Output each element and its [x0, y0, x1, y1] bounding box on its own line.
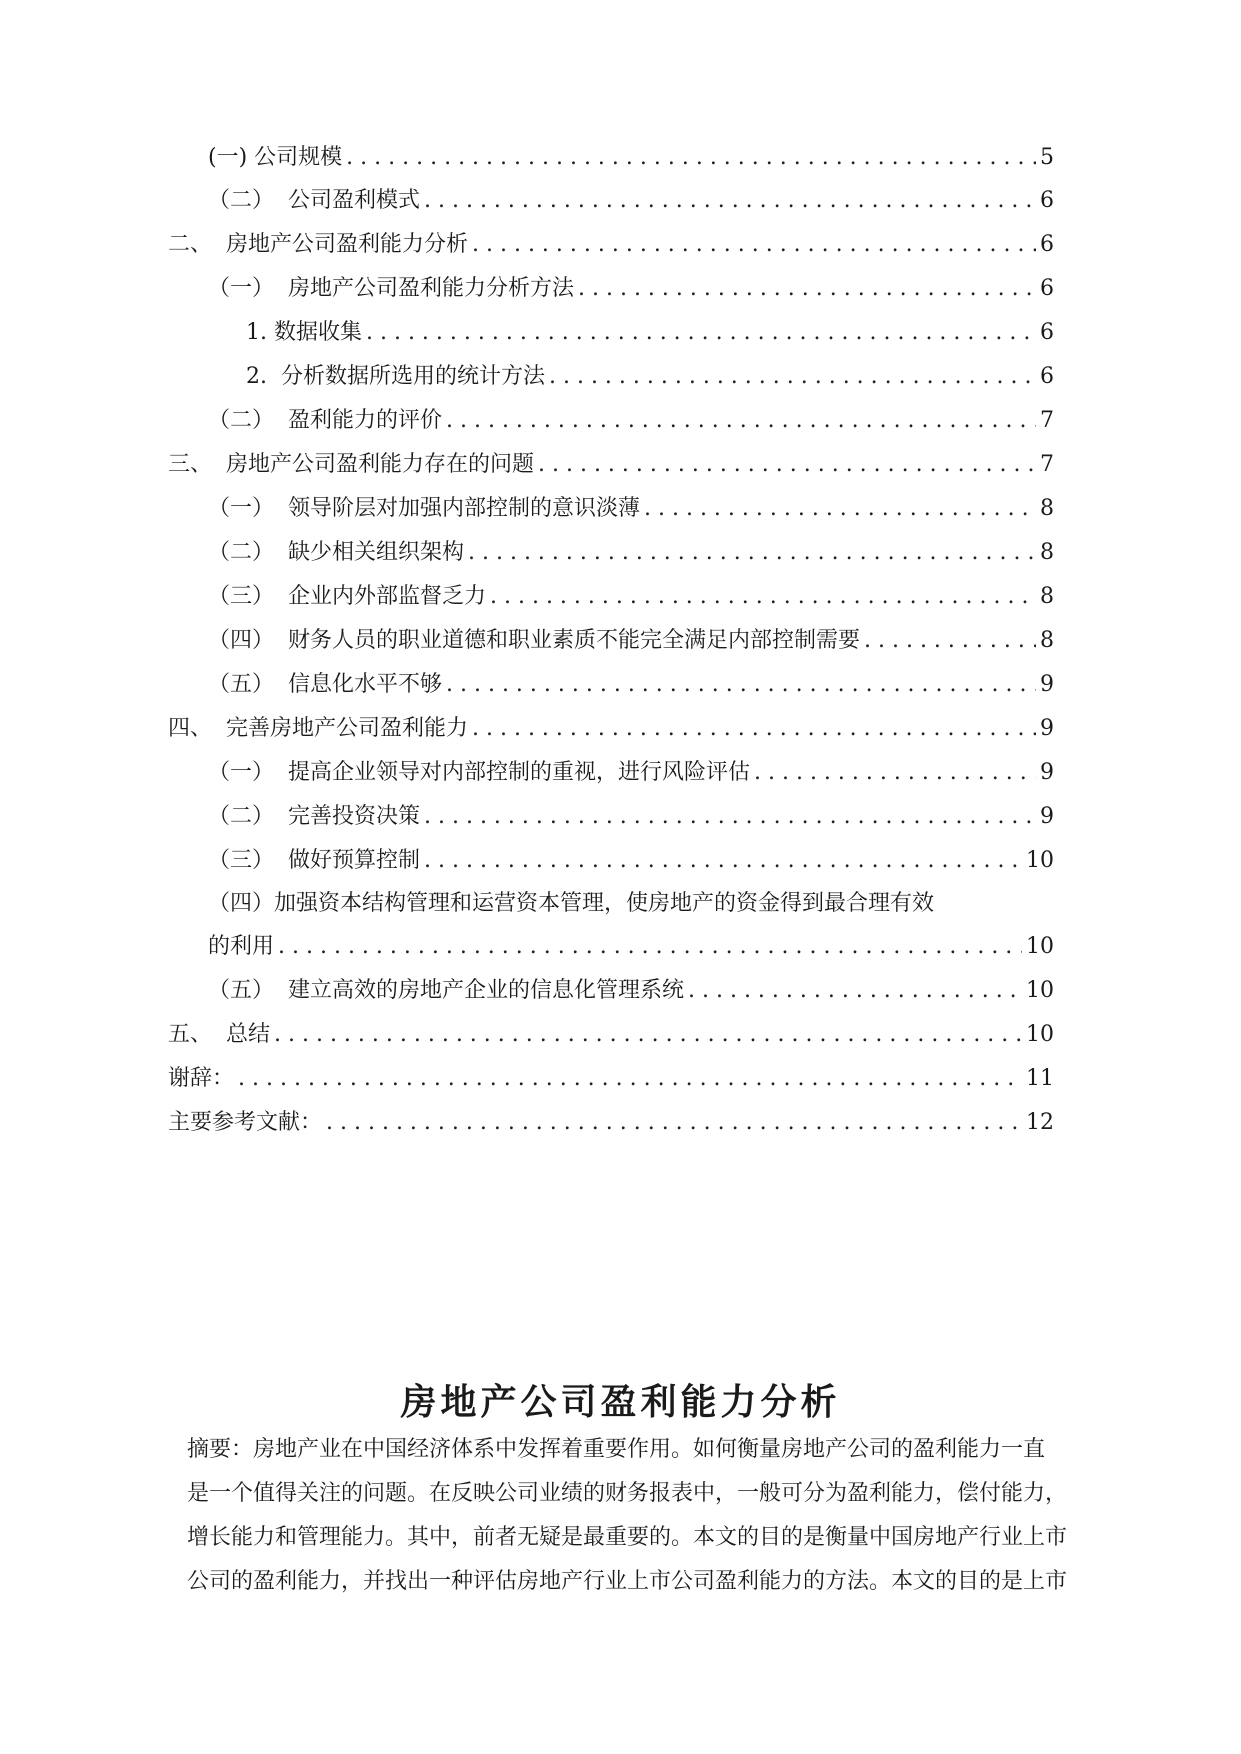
toc-leader-dots: [366, 318, 1036, 348]
toc-entry-label: （三） 企业内外部监督乏力: [208, 584, 486, 609]
toc-entry[interactable]: [246, 362, 1054, 392]
toc-page-number: 7: [1040, 452, 1054, 477]
document-title: 房地产公司盈利能力分析: [400, 1382, 841, 1424]
toc-entry[interactable]: [208, 186, 1054, 216]
toc-leader-dots: [238, 1064, 1022, 1094]
toc-page-number: 6: [1040, 232, 1054, 257]
toc-entry-label: 主要参考文献：: [168, 1110, 323, 1135]
toc-entry-label: （一） 房地产公司盈利能力分析方法: [208, 276, 574, 301]
abstract-line: 增长能力和管理能力。其中，前者无疑是最重要的。本文的目的是衡量中国房地产行业上市: [187, 1525, 1068, 1550]
toc-page-number: 10: [1026, 848, 1054, 873]
toc-leader-dots: [446, 670, 1036, 700]
toc-entry-label: 1. 数据收集: [246, 320, 362, 345]
toc-entry[interactable]: [208, 274, 1054, 304]
toc-entry[interactable]: [208, 802, 1054, 832]
toc-page-number: 11: [1026, 1066, 1054, 1091]
toc-leader-dots: [864, 626, 1036, 656]
toc-entry[interactable]: [168, 230, 1054, 260]
toc-leader-dots: [424, 802, 1036, 832]
toc-page-number: 7: [1040, 408, 1054, 433]
toc-entry[interactable]: [208, 494, 1054, 524]
toc-leader-dots: [424, 846, 1022, 876]
toc-entry[interactable]: [208, 976, 1054, 1006]
toc-page-number: 6: [1040, 364, 1054, 389]
toc-entry-label: （二） 公司盈利模式: [208, 188, 420, 213]
toc-page-number: 9: [1040, 760, 1054, 785]
toc-entry-label: （五） 信息化水平不够: [208, 672, 442, 697]
toc-page-number: 10: [1026, 1022, 1054, 1047]
abstract-paragraph: [187, 1428, 1068, 1604]
toc-leader-dots: [754, 758, 1036, 788]
toc-leader-dots: [274, 1020, 1022, 1050]
toc-entry-label: 四、 完善房地产公司盈利能力: [168, 716, 468, 741]
toc-entry[interactable]: [168, 714, 1054, 744]
toc-entry-label: 三、 房地产公司盈利能力存在的问题: [168, 452, 534, 477]
toc-page-number: 9: [1040, 804, 1054, 829]
toc-page-number: 8: [1040, 496, 1054, 521]
toc-entry[interactable]: [208, 932, 1054, 962]
toc-page-number: 10: [1026, 934, 1054, 959]
toc-entry-label: 谢辞：: [168, 1066, 235, 1091]
toc-entry-label: 二、 房地产公司盈利能力分析: [168, 232, 468, 257]
toc-leader-dots: [472, 230, 1036, 260]
toc-page-number: 6: [1040, 320, 1054, 345]
toc-leader-dots: [346, 143, 1036, 173]
toc-entry[interactable]: [168, 1108, 1054, 1138]
toc-entry[interactable]: [208, 143, 1054, 173]
toc-entry-label-wrapped[interactable]: （四）加强资本结构管理和运营资本管理，使房地产的资金得到最合理有效: [208, 891, 935, 916]
toc-entry[interactable]: [208, 406, 1054, 436]
toc-leader-dots: [688, 976, 1022, 1006]
toc-leader-dots: [278, 932, 1022, 962]
toc-entry[interactable]: [208, 538, 1054, 568]
toc-page-number: 8: [1040, 540, 1054, 565]
toc-page-number: 8: [1040, 584, 1054, 609]
toc-leader-dots: [644, 494, 1036, 524]
toc-entry[interactable]: [208, 626, 1054, 656]
abstract-line: 公司的盈利能力，并找出一种评估房地产行业上市公司盈利能力的方法。本文的目的是上市: [187, 1569, 1068, 1594]
toc-entry-label: （五） 建立高效的房地产企业的信息化管理系统: [208, 978, 684, 1003]
toc-entry-label: （一） 提高企业领导对内部控制的重视，进行风险评估: [208, 760, 750, 785]
toc-leader-dots: [446, 406, 1036, 436]
toc-leader-dots: [538, 450, 1036, 480]
toc-entry-label: 五、 总结: [168, 1022, 270, 1047]
toc-entry-label: （二） 缺少相关组织架构: [208, 540, 464, 565]
toc-page-number: 10: [1026, 978, 1054, 1003]
toc-leader-dots: [578, 274, 1036, 304]
toc-entry-label: 2. 分析数据所选用的统计方法: [246, 364, 545, 389]
toc-leader-dots: [326, 1108, 1022, 1138]
toc-page-number: 5: [1040, 145, 1054, 170]
toc-entry-label: （二） 完善投资决策: [208, 804, 420, 829]
toc-entry[interactable]: [168, 1020, 1054, 1050]
abstract-line: 摘要：房地产业在中国经济体系中发挥着重要作用。如何衡量房地产公司的盈利能力一直: [187, 1437, 1046, 1462]
toc-page-number: 12: [1026, 1110, 1054, 1135]
toc-entry[interactable]: [208, 582, 1054, 612]
toc-entry-label: （三） 做好预算控制: [208, 848, 420, 873]
toc-entry-label: （四） 财务人员的职业道德和职业素质不能完全满足内部控制需要: [208, 628, 860, 653]
toc-entry-label: 的利用: [208, 934, 275, 959]
toc-entry-label: （二） 盈利能力的评价: [208, 408, 442, 433]
toc-entry[interactable]: [168, 450, 1054, 480]
toc-page-number: 8: [1040, 628, 1054, 653]
toc-leader-dots: [424, 186, 1036, 216]
toc-leader-dots: [472, 714, 1036, 744]
toc-leader-dots: [490, 582, 1036, 612]
toc-entry[interactable]: [168, 1064, 1054, 1094]
toc-entry-label: （一） 领导阶层对加强内部控制的意识淡薄: [208, 496, 640, 521]
toc-page-number: 9: [1040, 716, 1054, 741]
toc-page-number: 9: [1040, 672, 1054, 697]
toc-leader-dots: [549, 362, 1036, 392]
toc-page-number: 6: [1040, 188, 1054, 213]
toc-page-number: 6: [1040, 276, 1054, 301]
toc-entry[interactable]: [208, 846, 1054, 876]
abstract-line: 是一个值得关注的问题。在反映公司业绩的财务报表中，一般可分为盈利能力，偿付能力，: [187, 1481, 1068, 1506]
toc-leader-dots: [468, 538, 1036, 568]
toc-entry[interactable]: [208, 670, 1054, 700]
toc-entry[interactable]: [246, 318, 1054, 348]
toc-entry[interactable]: [208, 758, 1054, 788]
toc-entry-label: (一) 公司规模: [208, 145, 343, 170]
